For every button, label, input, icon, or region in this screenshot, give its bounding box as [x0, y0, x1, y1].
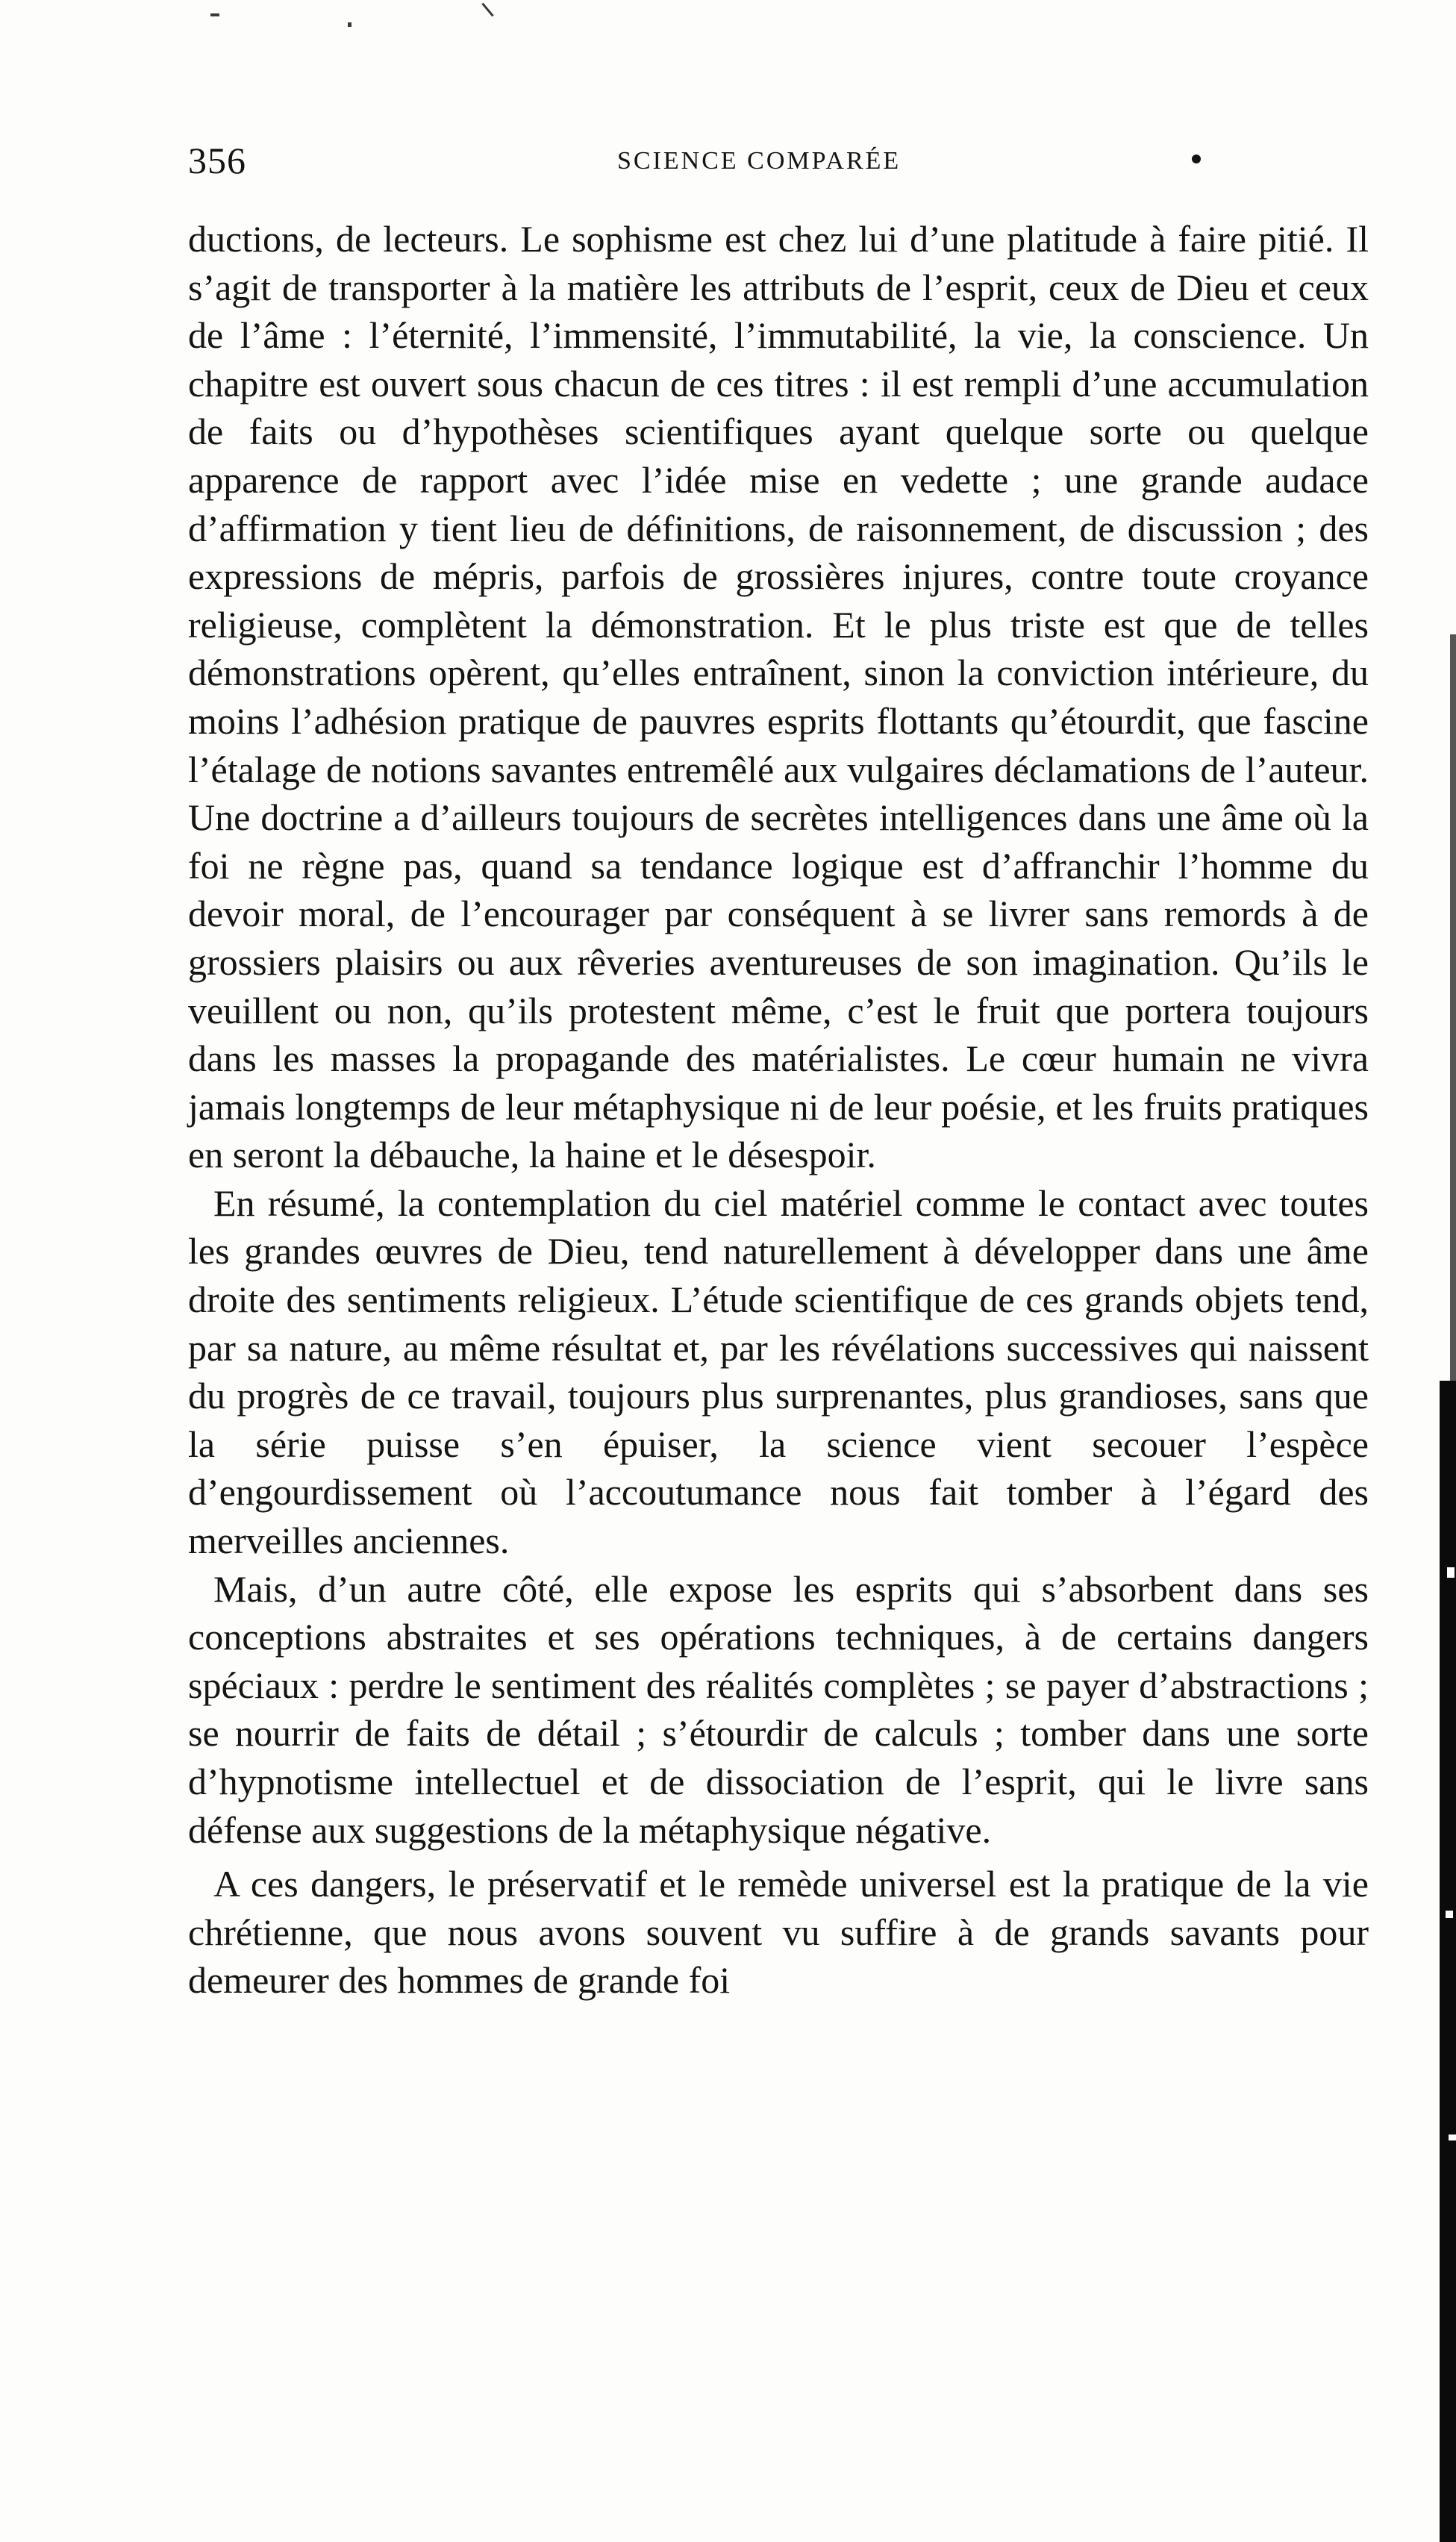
paragraph-4: A ces dangers, le préservatif et le remède universel est la pratique de la vie chrétienne, que nous avons souvent vu suffire à de grands savants pour demeurer des hommes de grande foi — [188, 1863, 1369, 2002]
page-edge-shadow — [1450, 634, 1456, 1381]
body-text — [188, 215, 1369, 2005]
page-edge — [1440, 1381, 1456, 2542]
scan-mark — [210, 13, 219, 16]
page-number: 356 — [188, 140, 246, 181]
paragraph-2: En résumé, la contemplation du ciel matériel comme le contact avec toutes les grandes œuvres de Dieu, tend naturellement à développer dans une âme droite des sentiments religieux. L’étude scientifique de ces grands objets tend, par sa nature, au même résultat et, par les révélations successives qui naissent du progrès de ce travail, toujours plus surprenantes, plus grandioses, sans que la série puisse s’en épuiser, la science vient secouer l’espèce d’engourdissement où l’accoutumance nous fait tomber à l’égard des merveilles anciennes. — [188, 1181, 1369, 1562]
edge-notch — [1446, 1911, 1453, 1918]
edge-notch — [1449, 2135, 1456, 2140]
scan-mark — [481, 3, 493, 17]
header-dot — [1192, 154, 1201, 163]
paragraph-1: ductions, de lecteurs. Le sophisme est chez lui d’une platitude à faire pitié. Il s’agit de transporter à la matière les attributs de l’esprit, ceux de Dieu et ceux de l’âme : l’éternité, l’immensité, l’immutabilité, la vie, la conscience. Un chapitre est ouvert sous chacun de ces titres : il est rempli d’une accumulation de faits ou d’hypothèses scientifiques ayant quelque sorte ou quelque apparence de rapport avec l’idée mise en vedette ; une grande audace d’affirmation y tient lieu de définitions, de raisonnement, de discussion ; des expressions de mépris, parfois de grossières injures, contre toute croyance religieuse, complètent la démonstration. Et le plus triste est que de telles démonstrations opèrent, qu’elles entraînent, sinon la conviction intérieure, du moins l’adhésion pratique de pauvres esprits flottants qu’étourdit, que fascine l’étalage de notions savantes entremêlé aux vulgaires déclamations de l’auteur. Une doctrine a d’ailleurs toujours de secrètes intelligences dans une âme où la foi ne règne pas, quand sa tendance logique est d’affranchir l’homme du devoir moral, de l’encourager par conséquent à se livrer sans remords à de grossiers plaisirs ou aux rêveries aventureuses de son imagination. Qu’ils le veuillent ou non, qu’ils protestent même, c’est le fruit que portera toujours dans les masses la propagande des matérialistes. Le cœur humain ne vivra jamais longtemps de leur métaphysique ni de leur poésie, et les fruits pratiques en seront la débauche, la haine et le désespoir. — [188, 218, 1369, 1176]
page-header — [188, 138, 1367, 183]
scan-mark — [348, 22, 351, 27]
running-title: SCIENCE COMPARÉE — [617, 147, 902, 175]
paragraph-3: Mais, d’un autre côté, elle expose les esprits qui s’absorbent dans ses conceptions abstraites et ses opérations techniques, à de certains dangers spéciaux : perdre le sentiment des réalités complètes ; se payer d’abstractions ; se nourrir de faits de détail ; s’étourdir de calculs ; tomber dans une sorte d’hypnotisme intellectuel et de dissociation de l’esprit, qui le livre sans défense aux suggestions de la métaphysique négative. — [188, 1567, 1369, 1851]
edge-notch — [1447, 1567, 1455, 1578]
